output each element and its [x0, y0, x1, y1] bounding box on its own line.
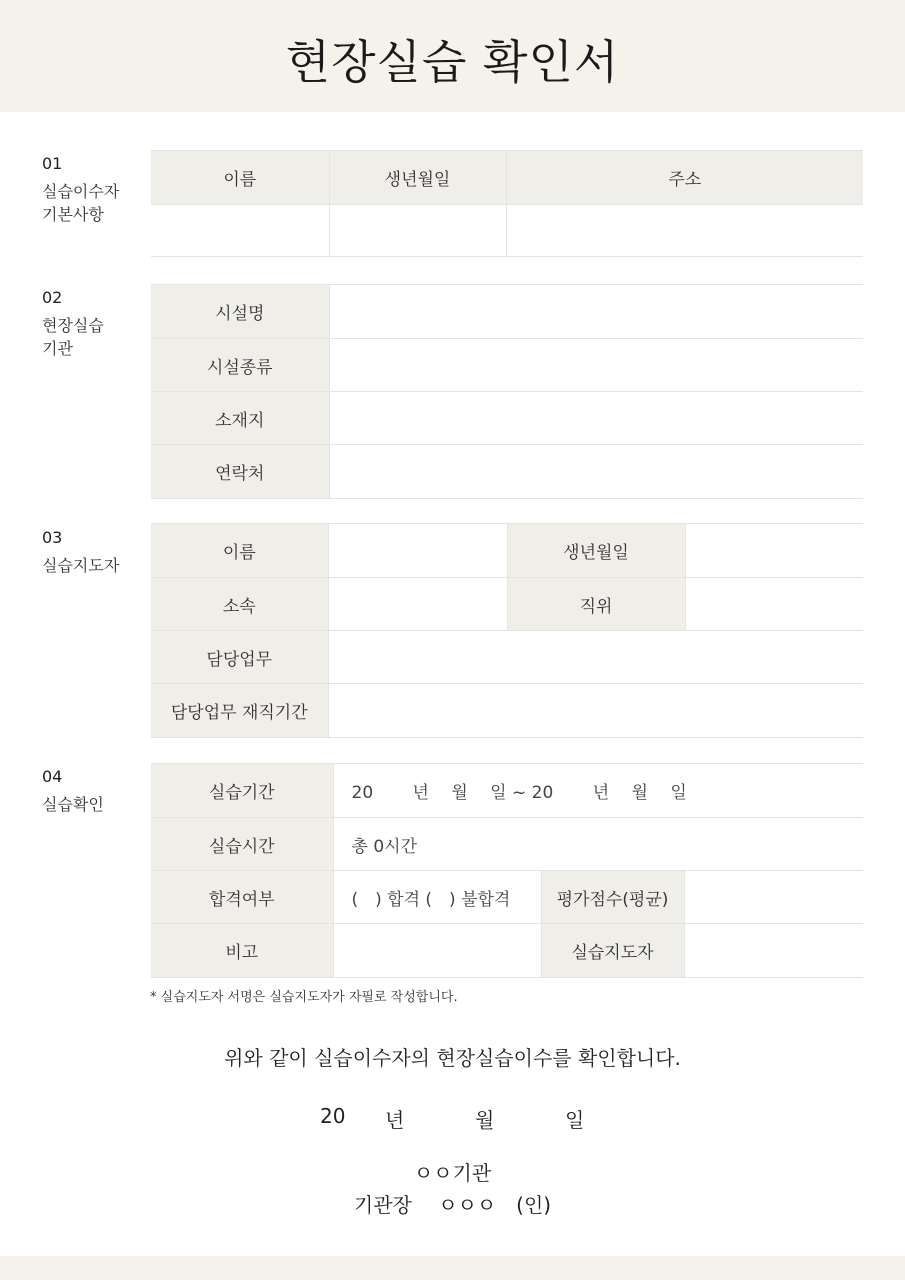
- page-title: 현장실습 확인서: [285, 35, 620, 89]
- supervisor-name-label: 이름: [151, 524, 328, 578]
- location-field[interactable]: [329, 392, 863, 445]
- duty-period-field[interactable]: [328, 684, 863, 738]
- contact-label: 연락처: [151, 445, 329, 499]
- supervisor-birth-field[interactable]: [685, 524, 863, 578]
- supervisor-table: [151, 523, 863, 738]
- hours-field[interactable]: 총 0시간: [333, 818, 863, 871]
- supervisor-birth-label: 생년월일: [507, 524, 685, 578]
- supervisor-sign-label: 실습지도자: [541, 924, 684, 978]
- score-field[interactable]: [684, 871, 863, 924]
- pass-field[interactable]: ( ) 합격 ( ) 불합격: [333, 871, 541, 924]
- birthdate-header: 생년월일: [329, 151, 506, 205]
- confirmation-table: [151, 763, 863, 978]
- remark-label: 비고: [151, 924, 333, 978]
- affiliation-label: 소속: [151, 578, 328, 631]
- supervisor-sign-field[interactable]: [684, 924, 863, 978]
- section-label-01: [42, 154, 119, 226]
- pass-label: 합격여부: [151, 871, 333, 924]
- name-header: 이름: [151, 151, 329, 205]
- confirmation-statement: 위와 같이 실습이수자의 현장실습이수를 확인합니다.: [224, 1046, 681, 1070]
- date-year-label: 년: [385, 1108, 405, 1132]
- remark-field[interactable]: [333, 924, 541, 978]
- affiliation-field[interactable]: [328, 578, 507, 631]
- section-title-line1: 실습지도자: [42, 556, 120, 575]
- duty-label: 담당업무: [151, 631, 328, 684]
- trainee-info-table: [151, 150, 863, 257]
- birthdate-field[interactable]: [329, 205, 506, 257]
- date-day-label: 일: [565, 1108, 585, 1132]
- hours-label: 실습시간: [151, 818, 333, 871]
- section-number: 01: [42, 154, 63, 173]
- supervisor-name-field[interactable]: [328, 524, 507, 578]
- address-header: 주소: [506, 151, 863, 205]
- job-title-label: 직위: [507, 578, 685, 631]
- section-label-03: [42, 528, 119, 577]
- facility-name-field[interactable]: [329, 285, 863, 339]
- duty-period-label: 담당업무 재직기간: [151, 684, 328, 738]
- address-field[interactable]: [506, 205, 863, 257]
- section-label-04: [42, 767, 104, 816]
- section-title-line1: 현장실습: [42, 316, 104, 335]
- section-title-line2: 기본사항: [42, 205, 104, 224]
- section-label-02: [42, 288, 104, 360]
- organization-head-seal: 기관장 ㅇㅇㅇ (인): [353, 1193, 552, 1217]
- section-title-line2: 기관: [42, 339, 73, 358]
- facility-type-field[interactable]: [329, 339, 863, 392]
- section-number: 04: [42, 767, 63, 786]
- organization-name: ㅇㅇ기관: [413, 1161, 492, 1185]
- location-label: 소재지: [151, 392, 329, 445]
- section-title-line1: 실습이수자: [42, 182, 120, 201]
- period-label: 실습기간: [151, 764, 333, 818]
- section-number: 02: [42, 288, 63, 307]
- section-number: 03: [42, 528, 63, 547]
- footer-band: [0, 1256, 905, 1280]
- name-field[interactable]: [151, 205, 329, 257]
- date-year-prefix: 20: [320, 1104, 346, 1128]
- period-field[interactable]: 20 년 월 일 ~ 20 년 월 일: [333, 764, 863, 818]
- date-month-label: 월: [475, 1108, 495, 1132]
- facility-type-label: 시설종류: [151, 339, 329, 392]
- section-title-line1: 실습확인: [42, 795, 104, 814]
- score-label: 평가점수(평균): [541, 871, 684, 924]
- institution-table: [151, 284, 863, 499]
- duty-field[interactable]: [328, 631, 863, 684]
- facility-name-label: 시설명: [151, 285, 329, 339]
- contact-field[interactable]: [329, 445, 863, 499]
- signature-note: * 실습지도자 서명은 실습지도자가 자필로 작성합니다.: [150, 990, 458, 1005]
- job-title-field[interactable]: [685, 578, 863, 631]
